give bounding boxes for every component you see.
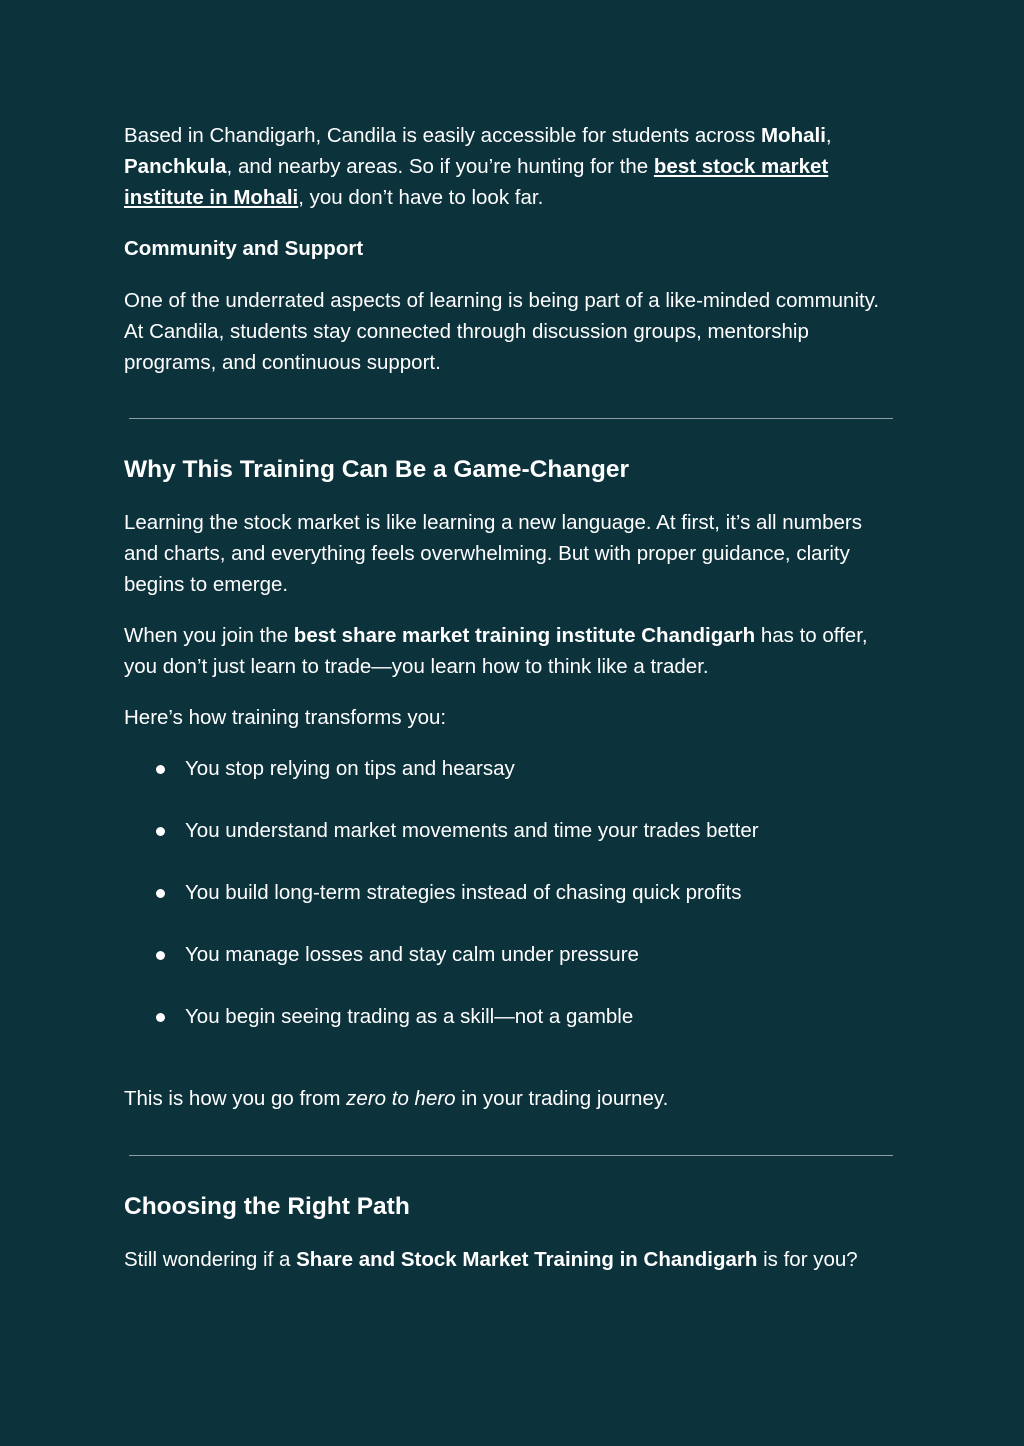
text-span: This is how you go from (124, 1087, 347, 1110)
list-item-text: You stop relying on tips and hearsay (185, 757, 515, 780)
text-span: Still wondering if a (124, 1248, 297, 1271)
list-item (124, 939, 899, 970)
bold-panchkula: Panchkula (124, 155, 227, 178)
list-item (124, 815, 899, 846)
bold-mohali: Mohali (760, 124, 826, 147)
right-path-heading: Choosing the Right Path (124, 1193, 410, 1220)
italic-zero-to-hero: zero to hero (346, 1087, 456, 1110)
zero-to-hero-paragraph (124, 1083, 899, 1114)
text-span: , (825, 124, 832, 147)
text-span: has to offer, you don’t just learn to trade—you learn how to think like a trader. (124, 624, 868, 678)
list-item (124, 753, 899, 784)
list-item (124, 1001, 899, 1032)
join-paragraph (124, 620, 899, 682)
learning-paragraph: Learning the stock market is like learning a new language. At first, it’s all numbers and charts, and everything feels overwhelming. But with proper guidance, clarity begins to emerge. (124, 511, 862, 596)
game-changer-heading: Why This Training Can Be a Game-Changer (124, 456, 630, 483)
bullet-icon (156, 1013, 165, 1022)
text-span: is for you? (757, 1248, 858, 1271)
text-span: When you join the (124, 624, 294, 647)
location-paragraph (124, 120, 899, 213)
list-item-text: You manage losses and stay calm under pressure (185, 943, 639, 966)
text-span: in your trading journey. (455, 1087, 669, 1110)
best-stock-market-institute-link[interactable]: best stock market institute in Mohali (124, 155, 829, 209)
benefits-list (124, 753, 899, 1032)
bold-training-name: Share and Stock Market Training in Chandigarh (296, 1248, 758, 1271)
list-item-text: You build long-term strategies instead of chasing quick profits (185, 881, 742, 904)
community-paragraph: One of the underrated aspects of learning is being part of a like-minded community. At Candila, students stay connected through discussion groups, mentorship programs, and continuous support. (124, 289, 880, 374)
bullet-icon (156, 827, 165, 836)
document-page (124, 120, 899, 1275)
bold-institute-name: best share market training institute Chandigarh (293, 624, 756, 647)
text-span: , and nearby areas. So if you’re hunting for the (226, 155, 654, 178)
bullet-icon (156, 889, 165, 898)
bullet-icon (156, 951, 165, 960)
text-span: , you don’t have to look far. (298, 186, 544, 209)
list-item-text: You begin seeing trading as a skill—not a gamble (185, 1005, 634, 1028)
transform-intro: Here’s how training transforms you: (124, 706, 447, 729)
bullet-icon (156, 765, 165, 774)
list-item (124, 877, 899, 908)
still-wondering-paragraph (124, 1244, 899, 1275)
text-span: Based in Chandigarh, Candila is easily accessible for students across (124, 124, 761, 147)
community-heading: Community and Support (124, 237, 364, 260)
list-item-text: You understand market movements and time your trades better (185, 819, 759, 842)
